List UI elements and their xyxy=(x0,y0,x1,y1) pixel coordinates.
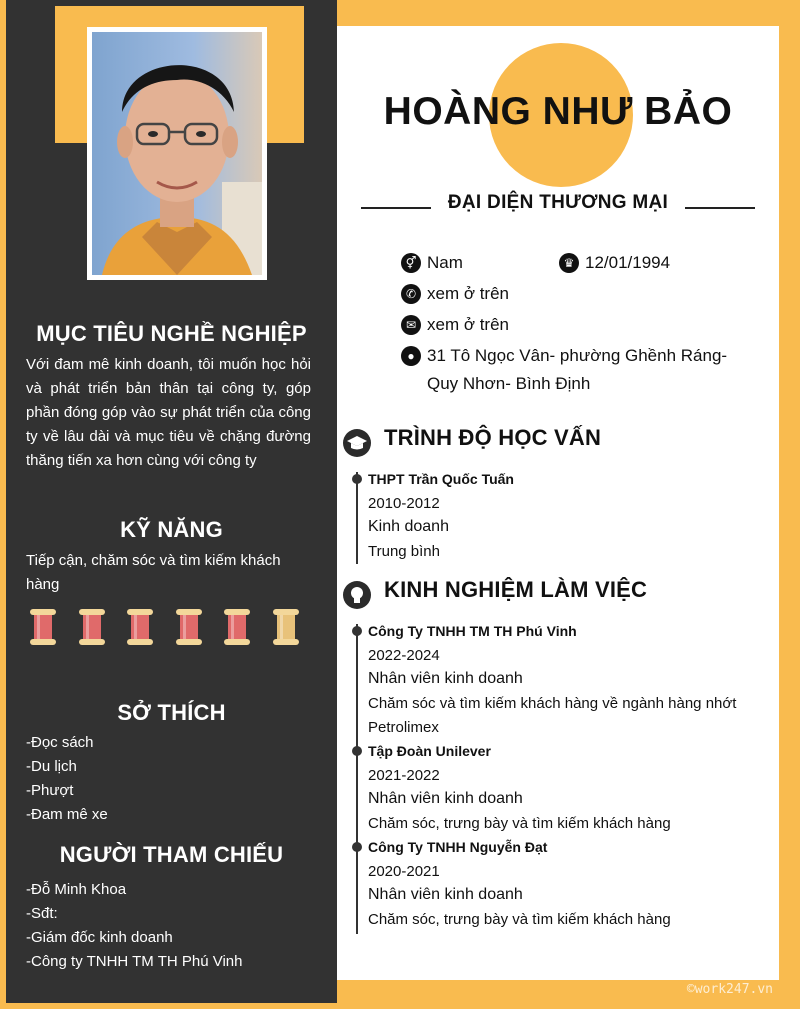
experience-detail: Chăm sóc, trưng bày và tìm kiếm khách hàng xyxy=(368,911,671,928)
candidate-name: HOÀNG NHƯ BẢO xyxy=(383,90,733,133)
reference-item: -Sđt: xyxy=(26,905,58,922)
objective-heading: MỤC TIÊU NGHỀ NGHIỆP xyxy=(36,321,307,346)
hobby-item: -Đam mê xe xyxy=(26,806,108,823)
phone-icon: ✆ xyxy=(401,284,421,304)
watermark: ©work247.vn xyxy=(686,982,773,997)
hobby-item: -Đọc sách xyxy=(26,734,94,751)
skill-spool-filled-icon xyxy=(123,608,157,646)
experience-role: Nhân viên kinh doanh xyxy=(368,790,523,807)
location-pin-icon: ● xyxy=(401,346,421,366)
skill-rating xyxy=(26,608,316,648)
education-org: THPT Trần Quốc Tuấn xyxy=(368,471,514,487)
reference-item: -Công ty TNHH TM TH Phú Vinh xyxy=(26,953,243,970)
skill-spool-filled-icon xyxy=(220,608,254,646)
email-value: xem ở trên xyxy=(427,315,510,334)
experience-org: Công Ty TNHH TM TH Phú Vinh xyxy=(368,623,577,639)
gender-icon: ⚥ xyxy=(401,253,421,273)
experience-org: Công Ty TNHH Nguyễn Đạt xyxy=(368,839,548,855)
address-line1: 31 Tô Ngọc Vân- phường Ghềnh Ráng- xyxy=(427,346,728,365)
reference-item: -Giám đốc kinh doanh xyxy=(26,929,173,946)
address-line2: Quy Nhơn- Bình Định xyxy=(427,374,591,393)
phone-value: xem ở trên xyxy=(427,284,510,303)
timeline-dot xyxy=(352,842,362,852)
experience-period: 2022-2024 xyxy=(368,647,440,664)
skill-item-line2: hàng xyxy=(26,576,60,593)
education-heading: TRÌNH ĐỘ HỌC VẤN xyxy=(384,425,602,450)
objective-text: Với đam mê kinh doanh, tôi muốn học hỏi và phát triển bản thân tại công ty, góp phần đóng góp vào sự phát triển của công ty về lâu dài và mục tiêu về chặng đường thăng tiến xa hơn cùng với công ty xyxy=(26,356,311,469)
experience-detail: Chăm sóc, trưng bày và tìm kiếm khách hàng xyxy=(368,815,671,832)
experience-detail: Chăm sóc và tìm kiếm khách hàng về ngành hàng nhớt xyxy=(368,695,737,712)
experience-period: 2021-2022 xyxy=(368,767,440,784)
education-period: 2010-2012 xyxy=(368,495,440,512)
skill-spool-empty-icon xyxy=(269,608,303,646)
references-heading: NGƯỜI THAM CHIẾU xyxy=(59,842,284,867)
experience-period: 2020-2021 xyxy=(368,863,440,880)
skill-spool-filled-icon xyxy=(26,608,60,646)
timeline-dot xyxy=(352,626,362,636)
skill-spool-filled-icon xyxy=(75,608,109,646)
birthday-cake-icon: ♛ xyxy=(559,253,579,273)
job-title-row xyxy=(361,192,755,220)
divider xyxy=(685,207,755,209)
job-title: ĐẠI DIỆN THƯƠNG MẠI xyxy=(447,192,669,213)
email-icon: ✉ xyxy=(401,315,421,335)
graduation-cap-icon xyxy=(343,429,371,457)
skill-item-line1: Tiếp cận, chăm sóc và tìm kiếm khách xyxy=(26,552,281,569)
birthdate-value: 12/01/1994 xyxy=(585,253,671,272)
education-major: Kinh doanh xyxy=(368,518,449,535)
education-timeline xyxy=(356,472,358,564)
skill-spool-filled-icon xyxy=(172,608,206,646)
sidebar xyxy=(6,0,337,1003)
lightbulb-icon xyxy=(343,581,371,609)
gender-value: Nam xyxy=(427,253,463,272)
hobby-item: -Phượt xyxy=(26,782,74,799)
education-grade: Trung bình xyxy=(368,543,440,560)
hobby-item: -Du lịch xyxy=(26,758,77,775)
experience-timeline xyxy=(356,624,358,934)
main-panel xyxy=(337,26,779,980)
experience-detail: Petrolimex xyxy=(368,719,439,736)
reference-item: -Đỗ Minh Khoa xyxy=(26,881,127,898)
experience-role: Nhân viên kinh doanh xyxy=(368,670,523,687)
timeline-dot xyxy=(352,746,362,756)
skills-heading: KỸ NĂNG xyxy=(120,517,223,542)
experience-heading: KINH NGHIỆM LÀM VIỆC xyxy=(384,577,648,602)
experience-org: Tập Đoàn Unilever xyxy=(368,743,491,759)
profile-photo xyxy=(87,27,267,280)
hobbies-heading: SỞ THÍCH xyxy=(117,700,226,725)
experience-role: Nhân viên kinh doanh xyxy=(368,886,523,903)
timeline-dot xyxy=(352,474,362,484)
